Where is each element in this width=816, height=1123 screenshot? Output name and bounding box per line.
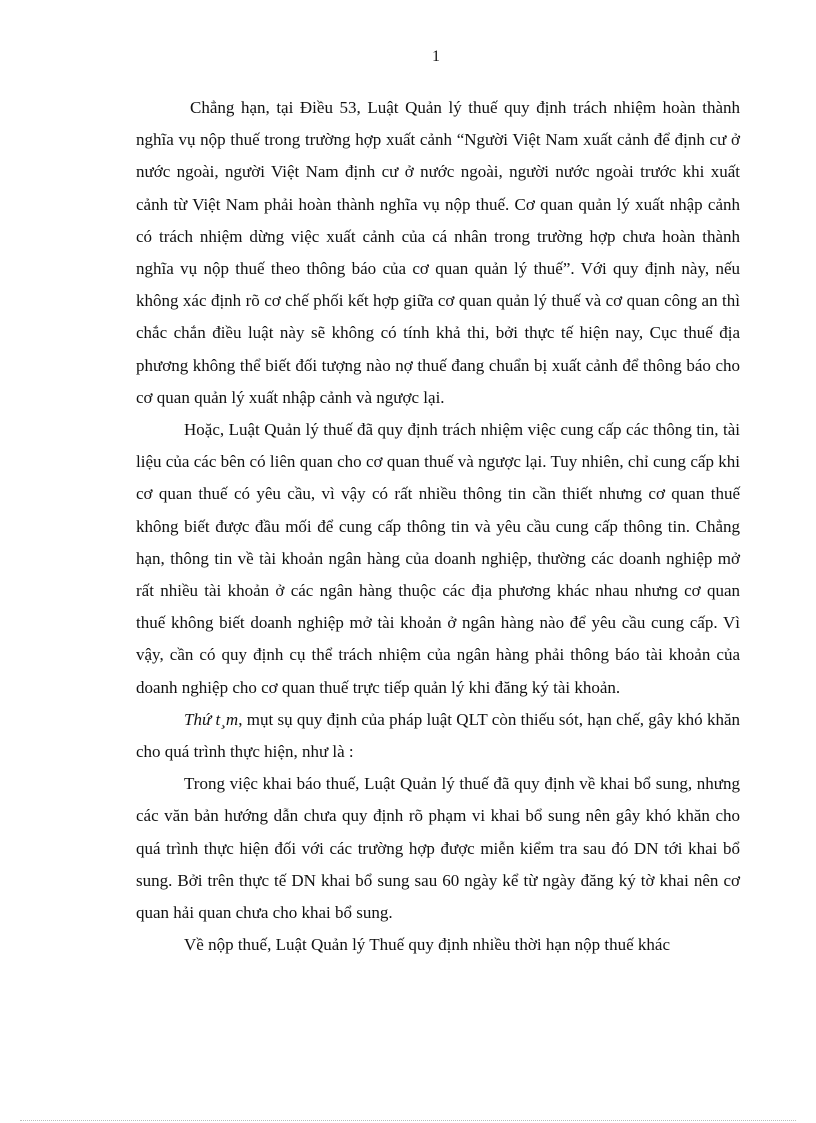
paragraph-5: Về nộp thuế, Luật Quản lý Thuế quy định nhiều thời hạn nộp thuế khác (184, 935, 670, 955)
page-number: 1 (432, 48, 440, 65)
document-body (136, 92, 740, 961)
paragraph-3-text: , mụt sụ quy định của pháp luật QLT còn thiếu sót, hạn chế, gây khó khăn cho quá trình thực hiện, như là : (136, 709, 740, 762)
paragraph-1: Chẳng hạn, tại Điều 53, Luật Quản lý thuế quy định trách nhiệm hoàn thành nghĩa vụ nộp thuế trong trường hợp xuất cảnh “Người Việt Nam xuất cảnh để định cư ở nước ngoài, người Việt Nam định cư ở nước ngoài, người nước ngoài trước khi xuất cảnh từ Việt Nam phải hoàn thành nghĩa vụ nộp thuế. Cơ quan quản lý xuất nhập cảnh có trách nhiệm dừng việc xuất cảnh của cá nhân trong trường hợp chưa hoàn thành nghĩa vụ nộp thuế theo thông báo của cơ quan quản lý thuế”. Với quy định này, nếu không xác định rõ cơ chế phối kết hợp giữa cơ quan quản lý thuế và cơ quan công an thì chắc chắn điều luật này sẽ không có tính khả thi, bởi thực tế hiện nay, Cục thuế địa phương không thể biết đối tượng nào nợ thuế đang chuẩn bị xuất cảnh để thông báo cho cơ quan quản lý xuất nhập cảnh và ngược lại. (136, 98, 740, 407)
paragraph-4: Trong việc khai báo thuế, Luật Quản lý thuế đã quy định về khai bổ sung, nhưng các văn bản hướng dẫn chưa quy định rõ phạm vi khai bổ sung nên gây khó khăn cho quá trình thực hiện đối với các trường hợp được miễn kiểm tra sau đó DN tới khai bổ sung. Bởi trên thực tế DN khai bổ sung sau 60 ngày kể từ ngày đăng ký tờ khai nên cơ quan hải quan chưa cho khai bổ sung. (136, 774, 740, 923)
paragraph-3 (136, 704, 740, 768)
paragraph-2: Hoặc, Luật Quản lý thuế đã quy định trách nhiệm việc cung cấp các thông tin, tài liệu của các bên có liên quan cho cơ quan thuế và ngược lại. Tuy nhiên, chỉ cung cấp khi cơ quan thuế có yêu cầu, vì vậy có rất nhiều thông tin cần thiết nhưng cơ quan thuế không biết được đầu mối để cung cấp thông tin và yêu cầu cung cấp thông tin. Chẳng hạn, thông tin về tài khoản ngân hàng của doanh nghiệp, thường các doanh nghiệp mở rất nhiều tài khoản ở các ngân hàng thuộc các địa phương khác nhau nhưng cơ quan thuế không biết doanh nghiệp mở tài khoản ở ngân hàng nào để yêu cầu cung cấp. Vì vậy, cần có quy định cụ thể trách nhiệm của ngân hàng phải thông báo tài khoản của doanh nghiệp cho cơ quan thuế trực tiếp quản lý khi đăng ký tài khoản. (136, 420, 740, 697)
paragraph-3-lead: Thứ t¸m (184, 709, 239, 729)
page-bottom-divider (20, 1120, 796, 1121)
